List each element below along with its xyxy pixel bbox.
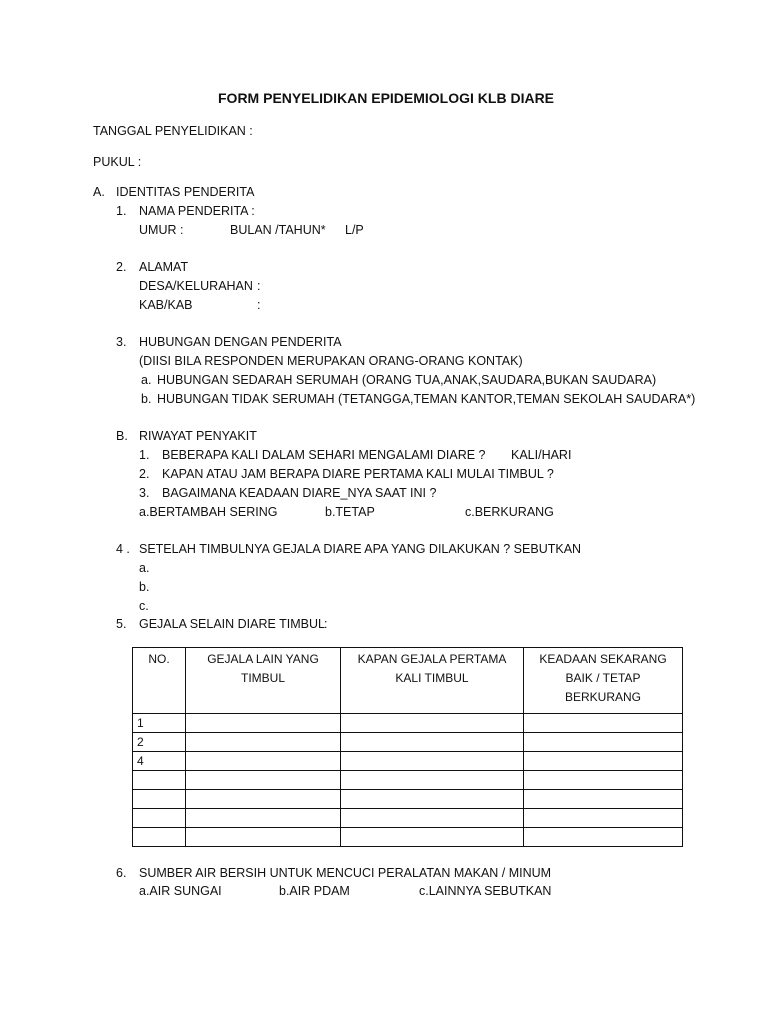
table-row (133, 771, 683, 790)
pukul-label: PUKUL : (93, 155, 142, 169)
lp-label: L/P (345, 223, 364, 237)
item1-number: 1. (116, 204, 127, 218)
hubungan-note: (DIISI BILA RESPONDEN MERUPAKAN ORANG-ORANG KONTAK) (139, 354, 523, 368)
row-number (133, 771, 186, 790)
cell-gejala[interactable] (186, 733, 341, 752)
q6-text: SUMBER AIR BERSIH UNTUK MENCUCI PERALATAN MAKAN / MINUM (139, 866, 552, 880)
q1-number: 1. (139, 448, 150, 462)
option-berkurang: c.BERKURANG (465, 505, 554, 519)
header-gejala-line2: TIMBUL (240, 671, 285, 685)
header-keadaan-line2: BAIK / TETAP (565, 671, 641, 685)
cell-gejala[interactable] (186, 828, 341, 847)
table-row (133, 714, 683, 733)
cell-kapan[interactable] (341, 828, 524, 847)
q1-text: BEBERAPA KALI DALAM SEHARI MENGALAMI DIARE ? (162, 448, 486, 462)
cell-keadaan[interactable] (524, 714, 683, 733)
row-number: 2 (133, 733, 186, 752)
hubungan-a-text: HUBUNGAN SEDARAH SERUMAH (ORANG TUA,ANAK,SAUDARA,BUKAN SAUDARA) (157, 373, 657, 387)
header-kapan-line2: KALI TIMBUL (395, 671, 469, 685)
desa-colon: : (257, 279, 261, 293)
cell-gejala[interactable] (186, 752, 341, 771)
q4-answer-b: b. (139, 580, 150, 594)
q4-text: SETELAH TIMBULNYA GEJALA DIARE APA YANG DILAKUKAN ? SEBUTKAN (139, 542, 582, 556)
cell-gejala[interactable] (186, 790, 341, 809)
cell-gejala[interactable] (186, 714, 341, 733)
q3-text: BAGAIMANA KEADAAN DIARE_NYA SAAT INI ? (162, 486, 437, 500)
cell-kapan[interactable] (341, 733, 524, 752)
q2-number: 2. (139, 467, 150, 481)
q4-answer-c: c. (139, 599, 149, 613)
option-air-sungai: a.AIR SUNGAI (139, 884, 222, 898)
kab-label: KAB/KAB (139, 298, 193, 312)
row-number (133, 809, 186, 828)
table-row (133, 828, 683, 847)
desa-kelurahan-label: DESA/KELURAHAN (139, 279, 253, 293)
q4-answer-a: a. (139, 561, 150, 575)
cell-keadaan[interactable] (524, 771, 683, 790)
table-header-row (133, 648, 683, 714)
table-row (133, 790, 683, 809)
kab-colon: : (257, 298, 261, 312)
row-number: 4 (133, 752, 186, 771)
cell-kapan[interactable] (341, 790, 524, 809)
row-number (133, 790, 186, 809)
cell-kapan[interactable] (341, 714, 524, 733)
section-a-marker: A. (93, 185, 105, 199)
q3-number: 3. (139, 486, 150, 500)
cell-keadaan[interactable] (524, 790, 683, 809)
header-kapan (341, 648, 524, 714)
option-air-pdam: b.AIR PDAM (279, 884, 350, 898)
header-gejala-line1: GEJALA LAIN YANG (207, 652, 319, 666)
hubungan-label: HUBUNGAN DENGAN PENDERITA (139, 335, 342, 349)
section-a-heading: IDENTITAS PENDERITA (116, 185, 255, 199)
q2-text: KAPAN ATAU JAM BERAPA DIARE PERTAMA KALI MULAI TIMBUL ? (162, 467, 554, 481)
option-tetap: b.TETAP (325, 505, 375, 519)
row-number (133, 828, 186, 847)
q5-colon: : (324, 617, 328, 631)
header-keadaan-line3: BERKURANG (564, 690, 641, 704)
q6-number: 6. (116, 866, 127, 880)
header-keadaan (524, 648, 683, 714)
cell-gejala[interactable] (186, 809, 341, 828)
header-keadaan-line1: KEADAAN SEKARANG (539, 652, 667, 666)
cell-keadaan[interactable] (524, 828, 683, 847)
cell-kapan[interactable] (341, 809, 524, 828)
q4-number: 4 . (116, 542, 130, 556)
table-row (133, 752, 683, 771)
table-row (133, 809, 683, 828)
umur-label: UMUR : (139, 223, 184, 237)
cell-kapan[interactable] (341, 771, 524, 790)
hubungan-b-marker: b. (141, 392, 152, 406)
cell-kapan[interactable] (341, 752, 524, 771)
cell-gejala[interactable] (186, 771, 341, 790)
nama-penderita-label: NAMA PENDERITA : (139, 204, 255, 218)
hubungan-a-marker: a. (141, 373, 152, 387)
option-bertambah-sering: a.BERTAMBAH SERING (139, 505, 278, 519)
q5-text: GEJALA SELAIN DIARE TIMBUL (139, 617, 325, 631)
header-no (133, 648, 186, 714)
cell-keadaan[interactable] (524, 752, 683, 771)
gejala-table (132, 647, 683, 847)
cell-keadaan[interactable] (524, 733, 683, 752)
alamat-label: ALAMAT (139, 260, 189, 274)
cell-keadaan[interactable] (524, 809, 683, 828)
tanggal-label: TANGGAL PENYELIDIKAN : (93, 124, 253, 138)
hubungan-b-text: HUBUNGAN TIDAK SERUMAH (TETANGGA,TEMAN KANTOR,TEMAN SEKOLAH SAUDARA*) (157, 392, 696, 406)
header-kapan-line1: KAPAN GEJALA PERTAMA (357, 652, 507, 666)
section-b-heading: RIWAYAT PENYAKIT (139, 429, 257, 443)
header-gejala (186, 648, 341, 714)
option-lainnya: c.LAINNYA SEBUTKAN (419, 884, 552, 898)
header-no-text: NO. (148, 652, 170, 666)
table-row (133, 733, 683, 752)
row-number: 1 (133, 714, 186, 733)
item3-number: 3. (116, 335, 127, 349)
q5-number: 5. (116, 617, 127, 631)
form-title: FORM PENYELIDIKAN EPIDEMIOLOGI KLB DIARE (218, 90, 555, 106)
q1-unit: KALI/HARI (511, 448, 572, 462)
bulan-tahun-label: BULAN /TAHUN* (230, 223, 326, 237)
section-b-marker: B. (116, 429, 128, 443)
item2-number: 2. (116, 260, 127, 274)
